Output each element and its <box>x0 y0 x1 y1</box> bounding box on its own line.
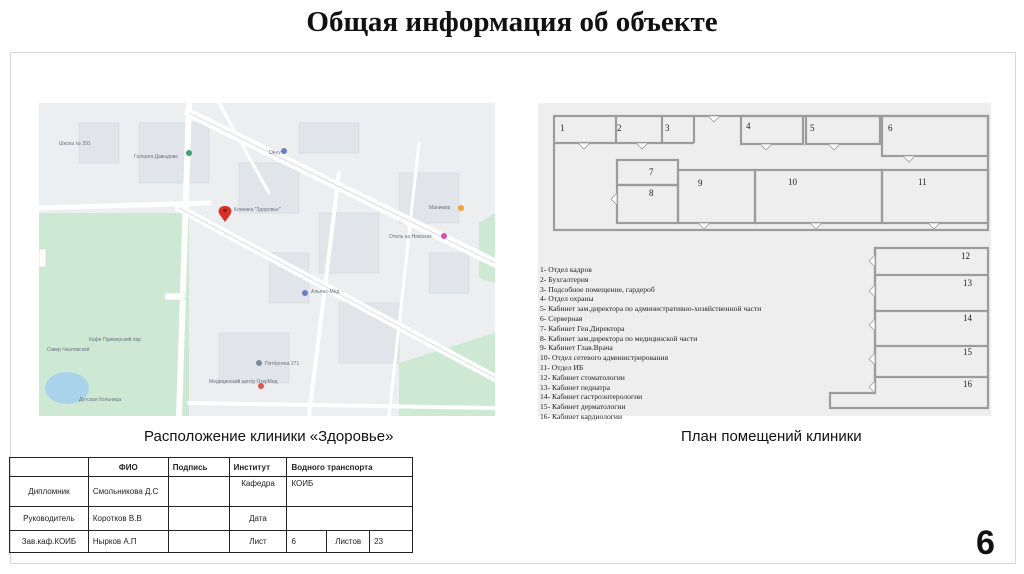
room-number: 2 <box>617 123 622 133</box>
legend-item: 12- Кабинет стоматологии <box>540 372 625 382</box>
room-legend <box>540 265 761 422</box>
table-cell <box>168 507 229 531</box>
map-label: Кафе Примерский пар <box>89 337 142 343</box>
map-label: Okey <box>269 150 281 156</box>
legend-item: 9- Кабинет Глав.Врача <box>540 343 613 353</box>
poi-icon[interactable] <box>256 360 262 366</box>
poi-icon[interactable] <box>281 148 287 154</box>
legend-item: 5- Кабинет зам.директора по административно-хозяйственной части <box>540 304 762 314</box>
room-number: 10 <box>788 177 797 187</box>
table-cell: Подпись <box>168 458 229 477</box>
clinic-pin-dot <box>223 209 227 213</box>
table-row <box>10 458 413 477</box>
table-cell <box>10 458 89 477</box>
poi-icon[interactable] <box>458 205 464 211</box>
map-side-handle[interactable] <box>39 249 46 267</box>
room-number: 15 <box>963 347 972 357</box>
table-cell: ФИО <box>88 458 168 477</box>
table-cell: Дата <box>229 507 287 531</box>
legend-item: 15- Кабинет дерматологии <box>540 402 626 412</box>
room-number: 12 <box>961 251 970 261</box>
room-number: 6 <box>888 123 893 133</box>
table-cell: Институт <box>229 458 287 477</box>
plan-caption: План помещений клиники <box>681 428 862 445</box>
map-label: Сквер Чкаловский <box>47 347 90 353</box>
table-cell: КОИБ <box>287 477 413 507</box>
table-cell: Нырков А.П <box>88 531 168 553</box>
table-cell: Лист <box>229 531 287 553</box>
table-cell: Водного транспорта <box>287 458 413 477</box>
title-block-table <box>9 457 413 553</box>
map-label: Пятёрочка 271 <box>265 361 300 367</box>
table-cell: Листов <box>327 531 370 553</box>
page-number: 6 <box>976 524 995 562</box>
map-label: Галерея Давыдово <box>134 154 179 160</box>
map-caption: Расположение клиники «Здоровье» <box>144 428 394 445</box>
legend-item: 13- Кабинет педиатра <box>540 382 610 392</box>
map-label: Маникюр <box>429 205 451 211</box>
poi-icon[interactable] <box>302 290 308 296</box>
legend-item: 4- Отдел охраны <box>540 294 594 304</box>
table-cell: Зав.каф.КОИБ <box>10 531 89 553</box>
legend-item: 16- Кабинет кардиологии <box>540 411 623 421</box>
table-cell: 23 <box>370 531 413 553</box>
map-label: Школа № 291 <box>59 141 91 147</box>
room-number: 4 <box>746 121 751 131</box>
room-number: 5 <box>810 123 815 133</box>
table-cell: Кафедра <box>229 477 287 507</box>
room-number: 1 <box>560 123 565 133</box>
map-label: Альянс-Мед <box>311 289 340 295</box>
table-cell <box>287 507 413 531</box>
room-number: 3 <box>665 123 670 133</box>
room-number: 9 <box>698 178 703 188</box>
room-number: 14 <box>963 313 972 323</box>
legend-item: 11- Отдел ИБ <box>540 362 584 372</box>
map-drawing <box>39 103 495 416</box>
poi-icon[interactable] <box>186 150 192 156</box>
table-cell <box>168 477 229 507</box>
legend-item: 1- Отдел кадров <box>540 265 592 274</box>
legend-item: 14- Кабинет гастроэнтерологии <box>540 392 643 402</box>
room-number: 8 <box>649 188 654 198</box>
legend-item: 2- Бухгалтерия <box>540 274 589 284</box>
legend-item: 10- Отдел сетевого администрирования <box>540 353 669 363</box>
map-label: Отель на Невском <box>389 234 432 240</box>
table-cell: 6 <box>287 531 327 553</box>
map-label: Детская больница <box>79 397 122 403</box>
map-scale-box <box>165 293 185 300</box>
table-cell <box>168 531 229 553</box>
table-cell: Дипломник <box>10 477 89 507</box>
room-number: 11 <box>918 177 927 187</box>
table-cell: Руководитель <box>10 507 89 531</box>
table-cell: Смольникова Д.С <box>88 477 168 507</box>
room-number: 16 <box>963 379 972 389</box>
slide-title: Общая информация об объекте <box>306 6 718 38</box>
table-row <box>10 477 413 507</box>
location-map[interactable] <box>39 103 495 416</box>
table-row <box>10 531 413 553</box>
legend-item: 3- Подсобное помещение, гардероб <box>540 284 655 294</box>
park-area <box>479 213 495 283</box>
legend-item: 8- Кабинет зам.директора по медицинской части <box>540 333 698 343</box>
room-number: 13 <box>963 278 972 288</box>
legend-item: 6- Серверная <box>540 313 583 323</box>
poi-icon[interactable] <box>441 233 447 239</box>
map-label: Медицинский центр ОткрМед <box>209 379 278 385</box>
clinic-label: Клиника "Здоровье" <box>234 207 281 213</box>
table-cell: Коротков В.В <box>88 507 168 531</box>
room-number: 7 <box>649 167 654 177</box>
legend-item: 7- Кабинет Ген.Директора <box>540 323 625 333</box>
table-row <box>10 507 413 531</box>
